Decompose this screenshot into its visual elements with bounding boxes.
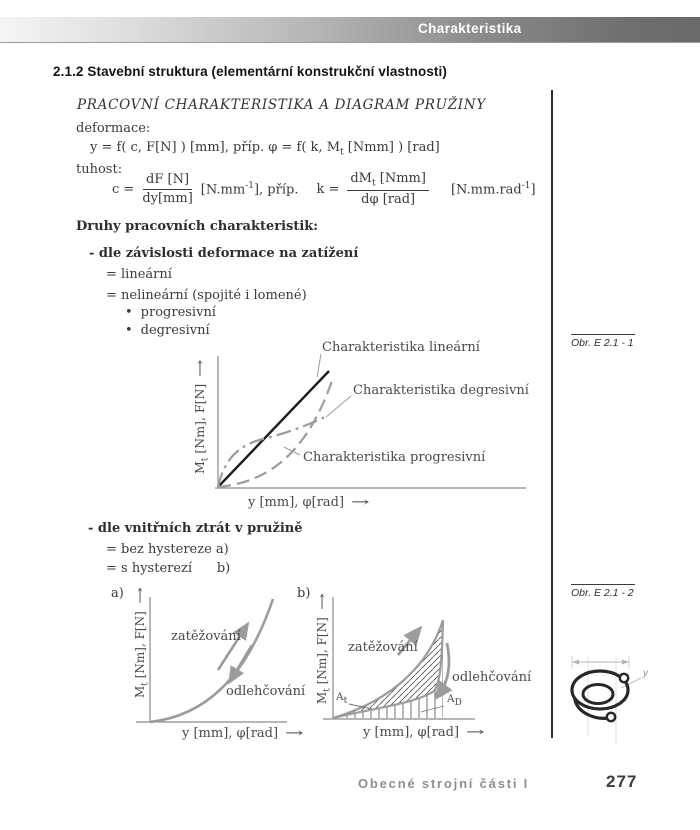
- tuhost-label: tuhost:: [76, 162, 123, 177]
- list-item: = bez hystereze a): [106, 542, 229, 557]
- druhy-heading: Druhy pracovních charakteristik:: [76, 219, 319, 234]
- loading-label: zatěžování: [348, 640, 418, 655]
- spring-inner-coil: [583, 685, 613, 704]
- pointer-line: [326, 396, 351, 417]
- x-axis-label: y [mm], φ[rad] →: [248, 495, 370, 510]
- deformace-formula: [90, 140, 440, 158]
- axis-arrow-icon: →: [133, 587, 147, 605]
- deformace-label: deformace:: [76, 121, 151, 136]
- header-bar: [0, 17, 700, 43]
- curve-linear: [218, 371, 329, 487]
- curve-label-progressive: Charakteristika progresivní: [303, 450, 486, 465]
- y-axis-label: $M_t$ [Nm], F[N]→: [133, 587, 151, 698]
- list-item: [125, 305, 216, 320]
- axis-arrow-icon: →: [285, 726, 304, 741]
- unit-k: [N.mm.rad$^{-1}$]: [450, 181, 536, 198]
- unit-c: $[N.mm^{-1}]$, příp.: [200, 181, 299, 198]
- list-group-title-2: - dle vnitřních ztrát v pružině: [88, 521, 303, 536]
- area-label-loss: $A_t$: [336, 691, 348, 707]
- axis-arrow-icon: →: [192, 358, 207, 377]
- axis-arrow-icon: →: [315, 593, 329, 611]
- axes: [136, 597, 287, 722]
- x-axis-label: y [mm], φ[rad] →: [363, 725, 485, 740]
- spring-wire-end: [607, 713, 615, 721]
- hysteresis-chart-b: [295, 585, 540, 760]
- dimension-arrow-icon: [622, 659, 629, 664]
- bullet-icon: •: [125, 305, 133, 320]
- formula-part: y = f( c, F[N] ) [mm], příp. φ = f( k, M: [90, 140, 341, 155]
- bullet-item-label: progresivní: [140, 305, 216, 320]
- fraction-c: [142, 172, 192, 206]
- fraction-numerator: dF [N]: [143, 172, 192, 189]
- list-item: = lineární: [106, 267, 172, 282]
- fraction-denominator: dy[mm]: [142, 190, 193, 206]
- y-axis-label: $M_t$ [Nm], F[N]→: [192, 358, 211, 474]
- panel-label-a: a): [111, 586, 124, 601]
- area-label-def: $A_D$: [447, 693, 462, 709]
- spring-sketch-canvas: [555, 612, 695, 757]
- unloading-arrow-icon: [232, 645, 252, 678]
- formula-part: [Nmm] ) [rad]: [343, 140, 440, 155]
- chart-linear: [185, 340, 550, 515]
- panel-label-b: b): [297, 586, 311, 601]
- figure-caption-2: Obr. E 2.1 - 2: [571, 584, 635, 599]
- formula-lhs-c: c =: [112, 181, 135, 197]
- footer-book-title: Obecné strojní části I: [358, 776, 530, 791]
- fraction-denominator: dφ [rad]: [361, 192, 416, 208]
- x-axis-label: y [mm], φ[rad] →: [182, 726, 304, 741]
- curve-loading-unloading: [150, 599, 273, 722]
- pointer-line: [317, 354, 321, 377]
- bullet-item-label: degresivní: [140, 323, 210, 338]
- list-item: = nelineární (spojité i lomené): [106, 288, 307, 303]
- hysteresis-chart-a: [105, 585, 310, 760]
- list-item: [125, 323, 210, 338]
- spring-sketch: [555, 612, 695, 757]
- list-item: = s hysterezí b): [106, 561, 231, 576]
- axis-arrow-icon: →: [351, 495, 370, 510]
- spring-wire-end: [620, 674, 628, 682]
- tuhost-formula: [112, 171, 536, 208]
- unloading-label: odlehčování: [452, 670, 532, 685]
- dimension-arrow-icon: [572, 659, 579, 664]
- section-heading: 2.1.2 Stavební struktura (elementární konstrukční vlastnosti): [53, 64, 447, 79]
- formula-lhs-k: k =: [316, 181, 340, 197]
- axis-arrow-icon: →: [466, 725, 485, 740]
- header-title: Charakteristika: [418, 21, 522, 36]
- formula-subscript: t: [340, 147, 344, 158]
- unloading-label: odlehčování: [226, 684, 306, 699]
- chart-linear-canvas: [185, 340, 550, 515]
- spring-deflection-label: y: [643, 668, 648, 679]
- bullet-icon: •: [125, 323, 133, 338]
- curve-label-degressive: Charakteristika degresivní: [353, 383, 529, 398]
- list-group-title-1: - dle závislosti deformace na zatížení: [89, 246, 359, 261]
- figure-caption-1: Obr. E 2.1 - 1: [571, 334, 635, 349]
- loading-label: zatěžování: [171, 629, 241, 644]
- page-number: 277: [606, 772, 638, 791]
- margin-divider-rule: [551, 90, 553, 738]
- fraction-numerator: $dM_t$ [Nmm]: [347, 171, 429, 191]
- y-axis-label: $M_t$ [Nm], F[N]→: [315, 593, 333, 704]
- curve-label-linear: Charakteristika lineární: [322, 340, 480, 355]
- subsection-title: PRACOVNÍ CHARAKTERISTIKA A DIAGRAM PRUŽINY: [77, 97, 486, 113]
- axes: [215, 356, 526, 488]
- pointer-line: [284, 447, 300, 455]
- fraction-k: [347, 171, 429, 208]
